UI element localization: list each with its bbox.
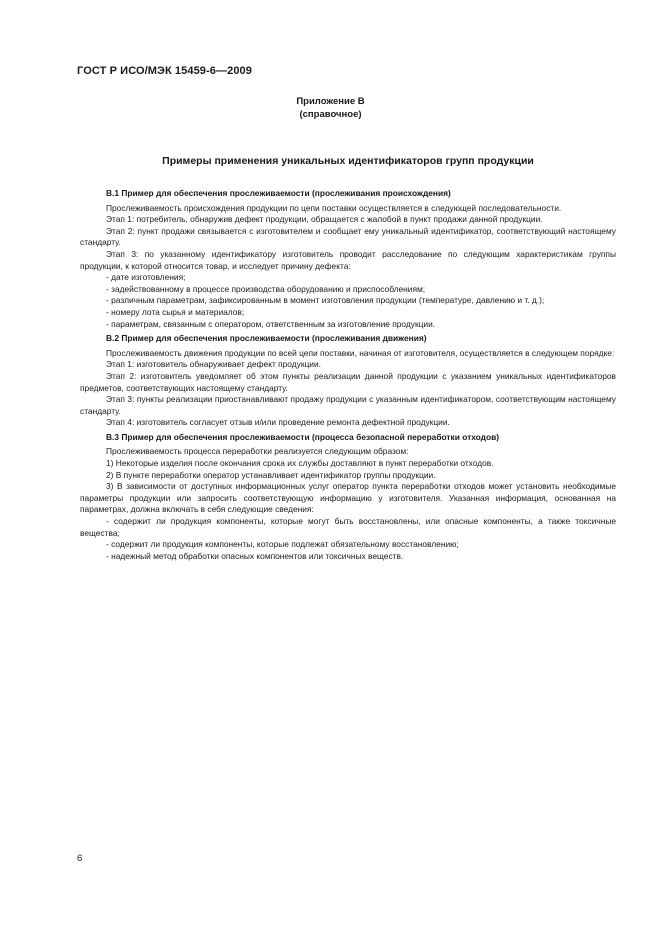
paragraph: 2) В пункте переработки оператор устанавливает идентификатор группы продукции. [106,469,436,480]
section-b1-heading: В.1 Пример для обеспечения прослеживаемости (прослеживания происхождения) [106,188,451,198]
paragraph: Прослеживаемость движения продукции по всей цепи поставки, начиная от изготовителя, осуществляется в следующем порядке: [106,347,615,358]
paragraph: Этап 3: пункты реализации приостанавливают продажу продукции с указанным идентификатором, соответствующим настоящему стандарту. [80,394,616,416]
appendix-note: (справочное) [299,108,362,120]
list-item: - различным параметрам, зафиксированным в момент изготовления продукции (температуре, давлению и т. д.); [106,295,545,306]
appendix-title: Приложение В [296,96,365,107]
paragraph: Этап 1: потребитель, обнаружив дефект продукции, обращается с жалобой в пункт продажи данной продукции. [106,214,543,225]
list-item: - задействованному в процессе производства оборудованию и приспособлениям; [106,283,426,294]
paragraph: Этап 2: пункт продажи связывается с изготовителем и сообщает ему уникальный идентификатор, соответствующий настоящему стандарту. [80,225,616,248]
appendix-block [0,96,661,121]
paragraph: Прослеживаемость процесса переработки реализуется следующим образом: [106,446,409,457]
section-b2-heading: В.2 Пример для обеспечения прослеживаемости (прослеживания движения) [106,333,427,344]
list-item: - содержит ли продукция компоненты, которые подлежат обязательному восстановлению; [106,539,459,550]
paragraph: Этап 1: изготовитель обнаруживает дефект продукции. [106,359,321,370]
paragraph: 3) В зависимости от доступных информационных услуг оператор пункта переработки отходов может установить необходимые параметры продукции или запросить соответствующую информацию у изготовителя. Указанная информация, основанная на параметрах, должна включать в себя следующие сведения: [80,481,616,515]
list-item: - дате изготовления; [106,272,186,283]
list-item: - содержит ли продукция компоненты, которые могут быть восстановлены, или опасные компоненты, а также токсичные вещества; [80,516,616,538]
paragraph: Этап 2: изготовитель уведомляет об этом пункты реализации данной продукции с указанием уникальных идентификаторов предметов, соответствующих настоящему стандарту. [80,370,616,393]
paragraph: 1) Некоторые изделия после окончания срока их службы доставляют в пункт переработки отходов. [106,458,494,469]
paragraph: Прослеживаемость происхождения продукции по цепи поставки осуществляется в следующей последовательности. [106,202,562,213]
paragraph: Этап 4: изготовитель согласует отзыв и/или проведение ремонта дефектной продукции. [106,417,450,428]
paragraph: Этап 3: по указанному идентификатору изготовитель проводит расследование по следующим характеристикам группы продукции, к которой относится товар, и исследует причину дефекта: [80,248,616,271]
page-number: 6 [77,853,83,864]
main-title: Примеры применения уникальных идентификаторов групп продукции [162,155,534,167]
list-item: - номеру лота сырья и материалов; [106,306,245,317]
document-body [80,188,616,562]
section-b3-heading: В.3 Пример для обеспечения прослеживаемости (процесса безопасной переработки отходов) [106,431,500,442]
list-item: - параметрам, связанным с оператором, ответственным за изготовление продукции. [106,318,436,329]
list-item: - надежный метод обработки опасных компонентов или токсичных веществ. [106,550,404,561]
document-header: ГОСТ Р ИСО/МЭК 15459-6—2009 [77,65,252,77]
